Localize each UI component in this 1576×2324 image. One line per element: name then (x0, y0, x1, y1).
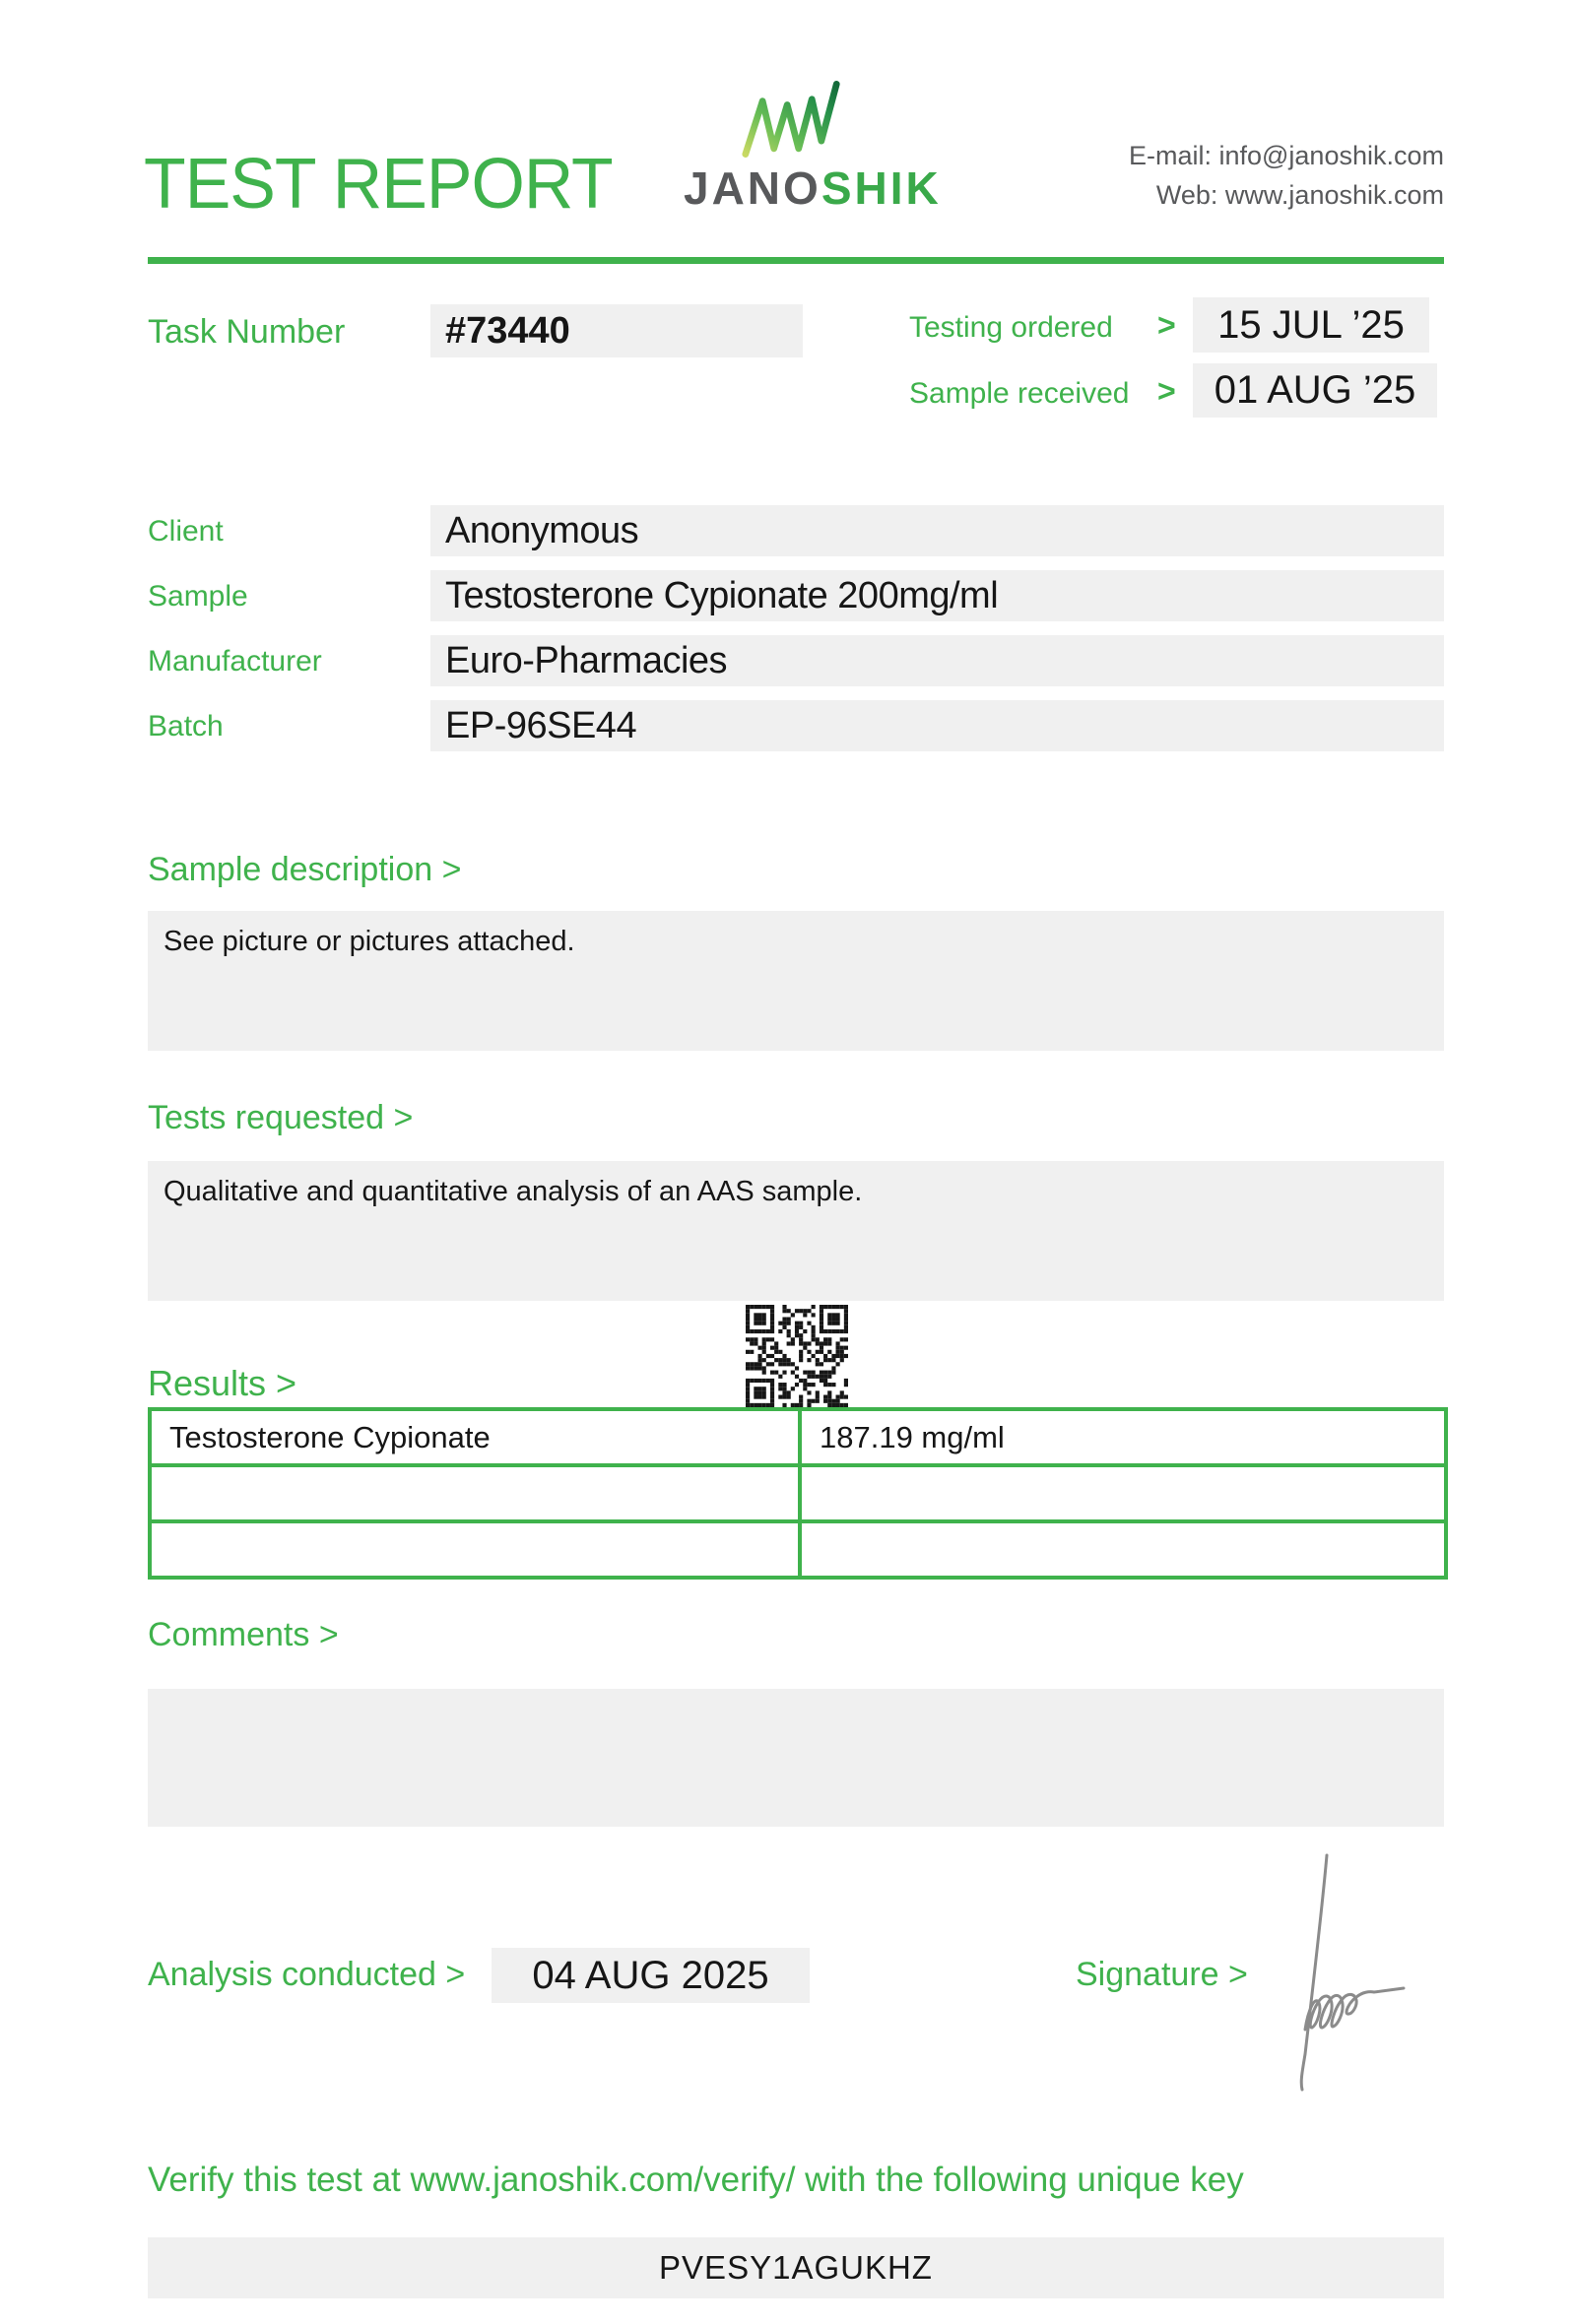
email-line: E-mail: info@janoshik.com (1128, 141, 1444, 170)
table-row (150, 1409, 1446, 1465)
result-value: 187.19 mg/ml (800, 1409, 1446, 1465)
sample-received-value: 01 AUG ’25 (1193, 363, 1437, 418)
table-row (150, 1465, 1446, 1521)
manufacturer-value: Euro-Pharmacies (430, 635, 1444, 686)
client-value: Anonymous (430, 505, 1444, 556)
page-title: TEST REPORT (144, 145, 613, 224)
tests-requested-heading: Tests requested > (148, 1099, 414, 1136)
signature-scribble (1276, 1828, 1433, 2094)
analysis-conducted-date: 04 AUG 2025 (492, 1948, 810, 2003)
task-number-value: #73440 (430, 304, 803, 357)
result-analyte: Testosterone Cypionate (150, 1409, 800, 1465)
logo-shik: SHIK (821, 162, 942, 214)
result-analyte (150, 1521, 800, 1578)
testing-ordered-arrow-icon: > (1157, 307, 1176, 343)
header-divider (148, 257, 1444, 264)
results-heading: Results > (148, 1363, 297, 1403)
batch-label: Batch (148, 710, 224, 742)
qr-code (746, 1305, 848, 1407)
verify-instruction: Verify this test at www.janoshik.com/verify/ with the following unique key (148, 2161, 1244, 2199)
batch-value: EP-96SE44 (430, 700, 1444, 751)
testing-ordered-label: Testing ordered (909, 311, 1113, 344)
client-label: Client (148, 515, 224, 548)
result-analyte (150, 1465, 800, 1521)
logo-wordmark (684, 161, 942, 215)
contact-block (1129, 136, 1444, 215)
unique-key-value: PVESY1AGUKHZ (148, 2237, 1444, 2298)
result-value (800, 1521, 1446, 1578)
manufacturer-label: Manufacturer (148, 645, 322, 678)
table-row (150, 1521, 1446, 1578)
analysis-conducted-label: Analysis conducted > (148, 1956, 466, 1993)
sample-received-arrow-icon: > (1157, 373, 1176, 409)
results-table (148, 1407, 1448, 1580)
sample-description-heading: Sample description > (148, 851, 462, 888)
logo-jano: JANO (684, 162, 821, 214)
sample-received-label: Sample received (909, 377, 1130, 410)
sample-value: Testosterone Cypionate 200mg/ml (430, 570, 1444, 621)
comments-box (148, 1689, 1444, 1827)
testing-ordered-value: 15 JUL ’25 (1193, 297, 1429, 353)
sample-label: Sample (148, 580, 248, 613)
web-line: Web: www.janoshik.com (1155, 180, 1444, 210)
comments-heading: Comments > (148, 1616, 339, 1653)
sample-description-box: See picture or pictures attached. (148, 911, 1444, 1051)
tests-requested-box: Qualitative and quantitative analysis of an AAS sample. (148, 1161, 1444, 1301)
rising-chart-icon (741, 75, 843, 161)
result-value (800, 1465, 1446, 1521)
signature-label: Signature > (1076, 1956, 1248, 1993)
task-number-label: Task Number (148, 313, 346, 351)
